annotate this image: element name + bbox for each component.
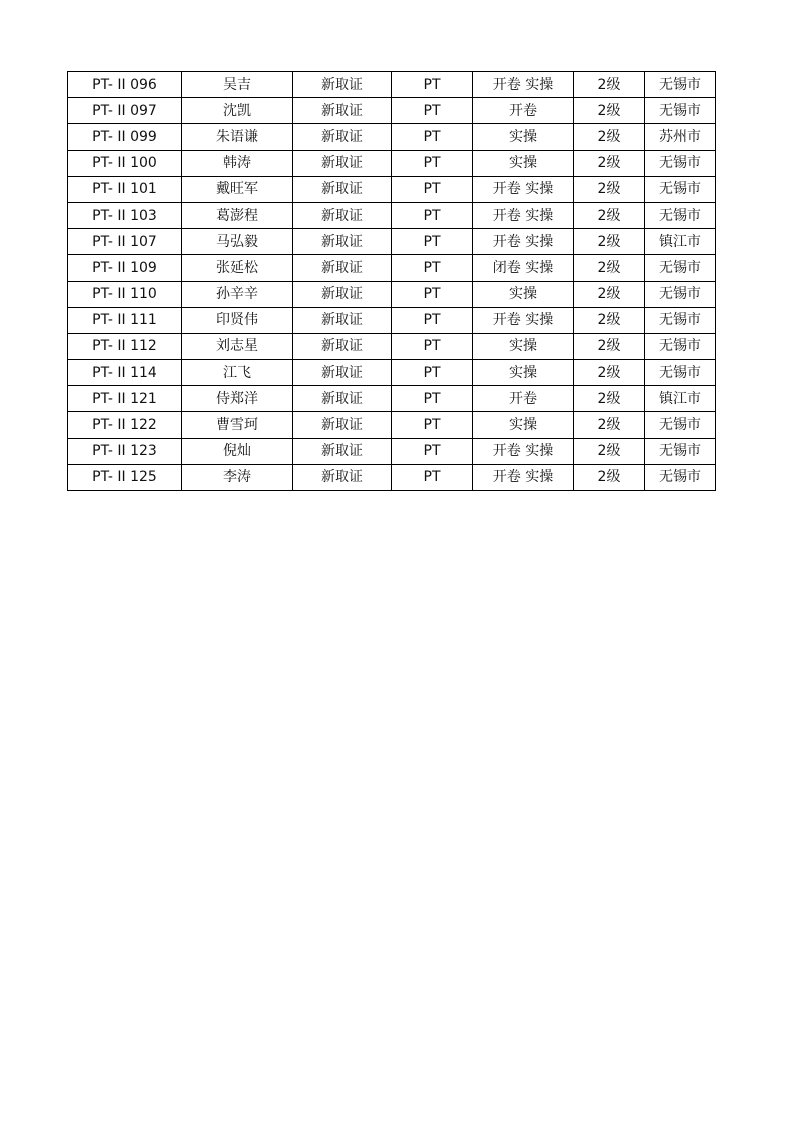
- name-cell: 孙辛辛: [182, 281, 293, 307]
- level-cell: 2级: [574, 464, 645, 490]
- name-cell: 戴旺军: [182, 176, 293, 202]
- city-cell: 无锡市: [645, 98, 716, 124]
- method-cell: PT: [392, 98, 473, 124]
- table-row: [68, 464, 716, 490]
- cert-type-cell: 新取证: [293, 281, 392, 307]
- cert-type-cell: 新取证: [293, 333, 392, 359]
- name-cell: 曹雪珂: [182, 412, 293, 438]
- exam-mode-cell: 开卷 实操: [473, 202, 574, 228]
- level-cell: 2级: [574, 98, 645, 124]
- cert-number-cell: PT- II 114: [68, 360, 182, 386]
- cert-type-cell: 新取证: [293, 124, 392, 150]
- cert-number-cell: PT- II 097: [68, 98, 182, 124]
- city-cell: 无锡市: [645, 202, 716, 228]
- name-cell: 朱语谦: [182, 124, 293, 150]
- exam-mode-cell: 开卷: [473, 98, 574, 124]
- cert-number-cell: PT- II 122: [68, 412, 182, 438]
- cert-type-cell: 新取证: [293, 150, 392, 176]
- city-cell: 无锡市: [645, 464, 716, 490]
- method-cell: PT: [392, 176, 473, 202]
- city-cell: 无锡市: [645, 150, 716, 176]
- city-cell: 无锡市: [645, 333, 716, 359]
- level-cell: 2级: [574, 229, 645, 255]
- exam-mode-cell: 开卷 实操: [473, 72, 574, 98]
- table-row: [68, 150, 716, 176]
- level-cell: 2级: [574, 412, 645, 438]
- cert-type-cell: 新取证: [293, 464, 392, 490]
- table-row: [68, 281, 716, 307]
- table-row: [68, 360, 716, 386]
- cert-type-cell: 新取证: [293, 202, 392, 228]
- cert-number-cell: PT- II 103: [68, 202, 182, 228]
- method-cell: PT: [392, 150, 473, 176]
- level-cell: 2级: [574, 72, 645, 98]
- name-cell: 韩涛: [182, 150, 293, 176]
- level-cell: 2级: [574, 307, 645, 333]
- method-cell: PT: [392, 229, 473, 255]
- method-cell: PT: [392, 412, 473, 438]
- exam-mode-cell: 实操: [473, 150, 574, 176]
- name-cell: 倪灿: [182, 438, 293, 464]
- city-cell: 无锡市: [645, 360, 716, 386]
- table-row: [68, 333, 716, 359]
- name-cell: 葛澎程: [182, 202, 293, 228]
- method-cell: PT: [392, 281, 473, 307]
- name-cell: 张延松: [182, 255, 293, 281]
- table-row: [68, 255, 716, 281]
- exam-mode-cell: 实操: [473, 360, 574, 386]
- level-cell: 2级: [574, 438, 645, 464]
- name-cell: 江飞: [182, 360, 293, 386]
- cert-number-cell: PT- II 111: [68, 307, 182, 333]
- cert-type-cell: 新取证: [293, 255, 392, 281]
- method-cell: PT: [392, 255, 473, 281]
- cert-number-cell: PT- II 109: [68, 255, 182, 281]
- level-cell: 2级: [574, 202, 645, 228]
- exam-mode-cell: 实操: [473, 412, 574, 438]
- cert-number-cell: PT- II 112: [68, 333, 182, 359]
- method-cell: PT: [392, 386, 473, 412]
- cert-number-cell: PT- II 121: [68, 386, 182, 412]
- city-cell: 镇江市: [645, 386, 716, 412]
- cert-type-cell: 新取证: [293, 72, 392, 98]
- table-row: [68, 438, 716, 464]
- exam-mode-cell: 开卷 实操: [473, 307, 574, 333]
- level-cell: 2级: [574, 281, 645, 307]
- cert-number-cell: PT- II 125: [68, 464, 182, 490]
- cert-number-cell: PT- II 101: [68, 176, 182, 202]
- level-cell: 2级: [574, 360, 645, 386]
- table-row: [68, 98, 716, 124]
- level-cell: 2级: [574, 333, 645, 359]
- level-cell: 2级: [574, 150, 645, 176]
- cert-number-cell: PT- II 123: [68, 438, 182, 464]
- method-cell: PT: [392, 360, 473, 386]
- table-row: [68, 202, 716, 228]
- table-row: [68, 229, 716, 255]
- city-cell: 无锡市: [645, 438, 716, 464]
- level-cell: 2级: [574, 255, 645, 281]
- exam-mode-cell: 实操: [473, 281, 574, 307]
- exam-mode-cell: 实操: [473, 333, 574, 359]
- name-cell: 马弘毅: [182, 229, 293, 255]
- level-cell: 2级: [574, 386, 645, 412]
- exam-mode-cell: 闭卷 实操: [473, 255, 574, 281]
- name-cell: 印贤伟: [182, 307, 293, 333]
- city-cell: 无锡市: [645, 281, 716, 307]
- roster-table-body: [68, 72, 716, 491]
- name-cell: 沈凯: [182, 98, 293, 124]
- cert-number-cell: PT- II 099: [68, 124, 182, 150]
- level-cell: 2级: [574, 176, 645, 202]
- exam-mode-cell: 开卷 实操: [473, 176, 574, 202]
- city-cell: 无锡市: [645, 412, 716, 438]
- cert-number-cell: PT- II 100: [68, 150, 182, 176]
- name-cell: 吴吉: [182, 72, 293, 98]
- cert-type-cell: 新取证: [293, 386, 392, 412]
- exam-mode-cell: 开卷: [473, 386, 574, 412]
- method-cell: PT: [392, 464, 473, 490]
- method-cell: PT: [392, 307, 473, 333]
- method-cell: PT: [392, 72, 473, 98]
- table-row: [68, 386, 716, 412]
- cert-type-cell: 新取证: [293, 438, 392, 464]
- table-row: [68, 124, 716, 150]
- exam-mode-cell: 实操: [473, 124, 574, 150]
- cert-number-cell: PT- II 110: [68, 281, 182, 307]
- city-cell: 镇江市: [645, 229, 716, 255]
- cert-number-cell: PT- II 107: [68, 229, 182, 255]
- city-cell: 苏州市: [645, 124, 716, 150]
- cert-type-cell: 新取证: [293, 229, 392, 255]
- table-row: [68, 412, 716, 438]
- method-cell: PT: [392, 438, 473, 464]
- table-row: [68, 176, 716, 202]
- roster-table: [67, 71, 716, 491]
- level-cell: 2级: [574, 124, 645, 150]
- city-cell: 无锡市: [645, 176, 716, 202]
- method-cell: PT: [392, 124, 473, 150]
- exam-mode-cell: 开卷 实操: [473, 229, 574, 255]
- city-cell: 无锡市: [645, 255, 716, 281]
- cert-type-cell: 新取证: [293, 176, 392, 202]
- city-cell: 无锡市: [645, 72, 716, 98]
- name-cell: 刘志星: [182, 333, 293, 359]
- cert-type-cell: 新取证: [293, 98, 392, 124]
- exam-mode-cell: 开卷 实操: [473, 438, 574, 464]
- method-cell: PT: [392, 202, 473, 228]
- cert-type-cell: 新取证: [293, 307, 392, 333]
- name-cell: 侍郑洋: [182, 386, 293, 412]
- table-row: [68, 72, 716, 98]
- city-cell: 无锡市: [645, 307, 716, 333]
- table-row: [68, 307, 716, 333]
- cert-type-cell: 新取证: [293, 360, 392, 386]
- method-cell: PT: [392, 333, 473, 359]
- exam-mode-cell: 开卷 实操: [473, 464, 574, 490]
- name-cell: 李涛: [182, 464, 293, 490]
- cert-number-cell: PT- II 096: [68, 72, 182, 98]
- cert-type-cell: 新取证: [293, 412, 392, 438]
